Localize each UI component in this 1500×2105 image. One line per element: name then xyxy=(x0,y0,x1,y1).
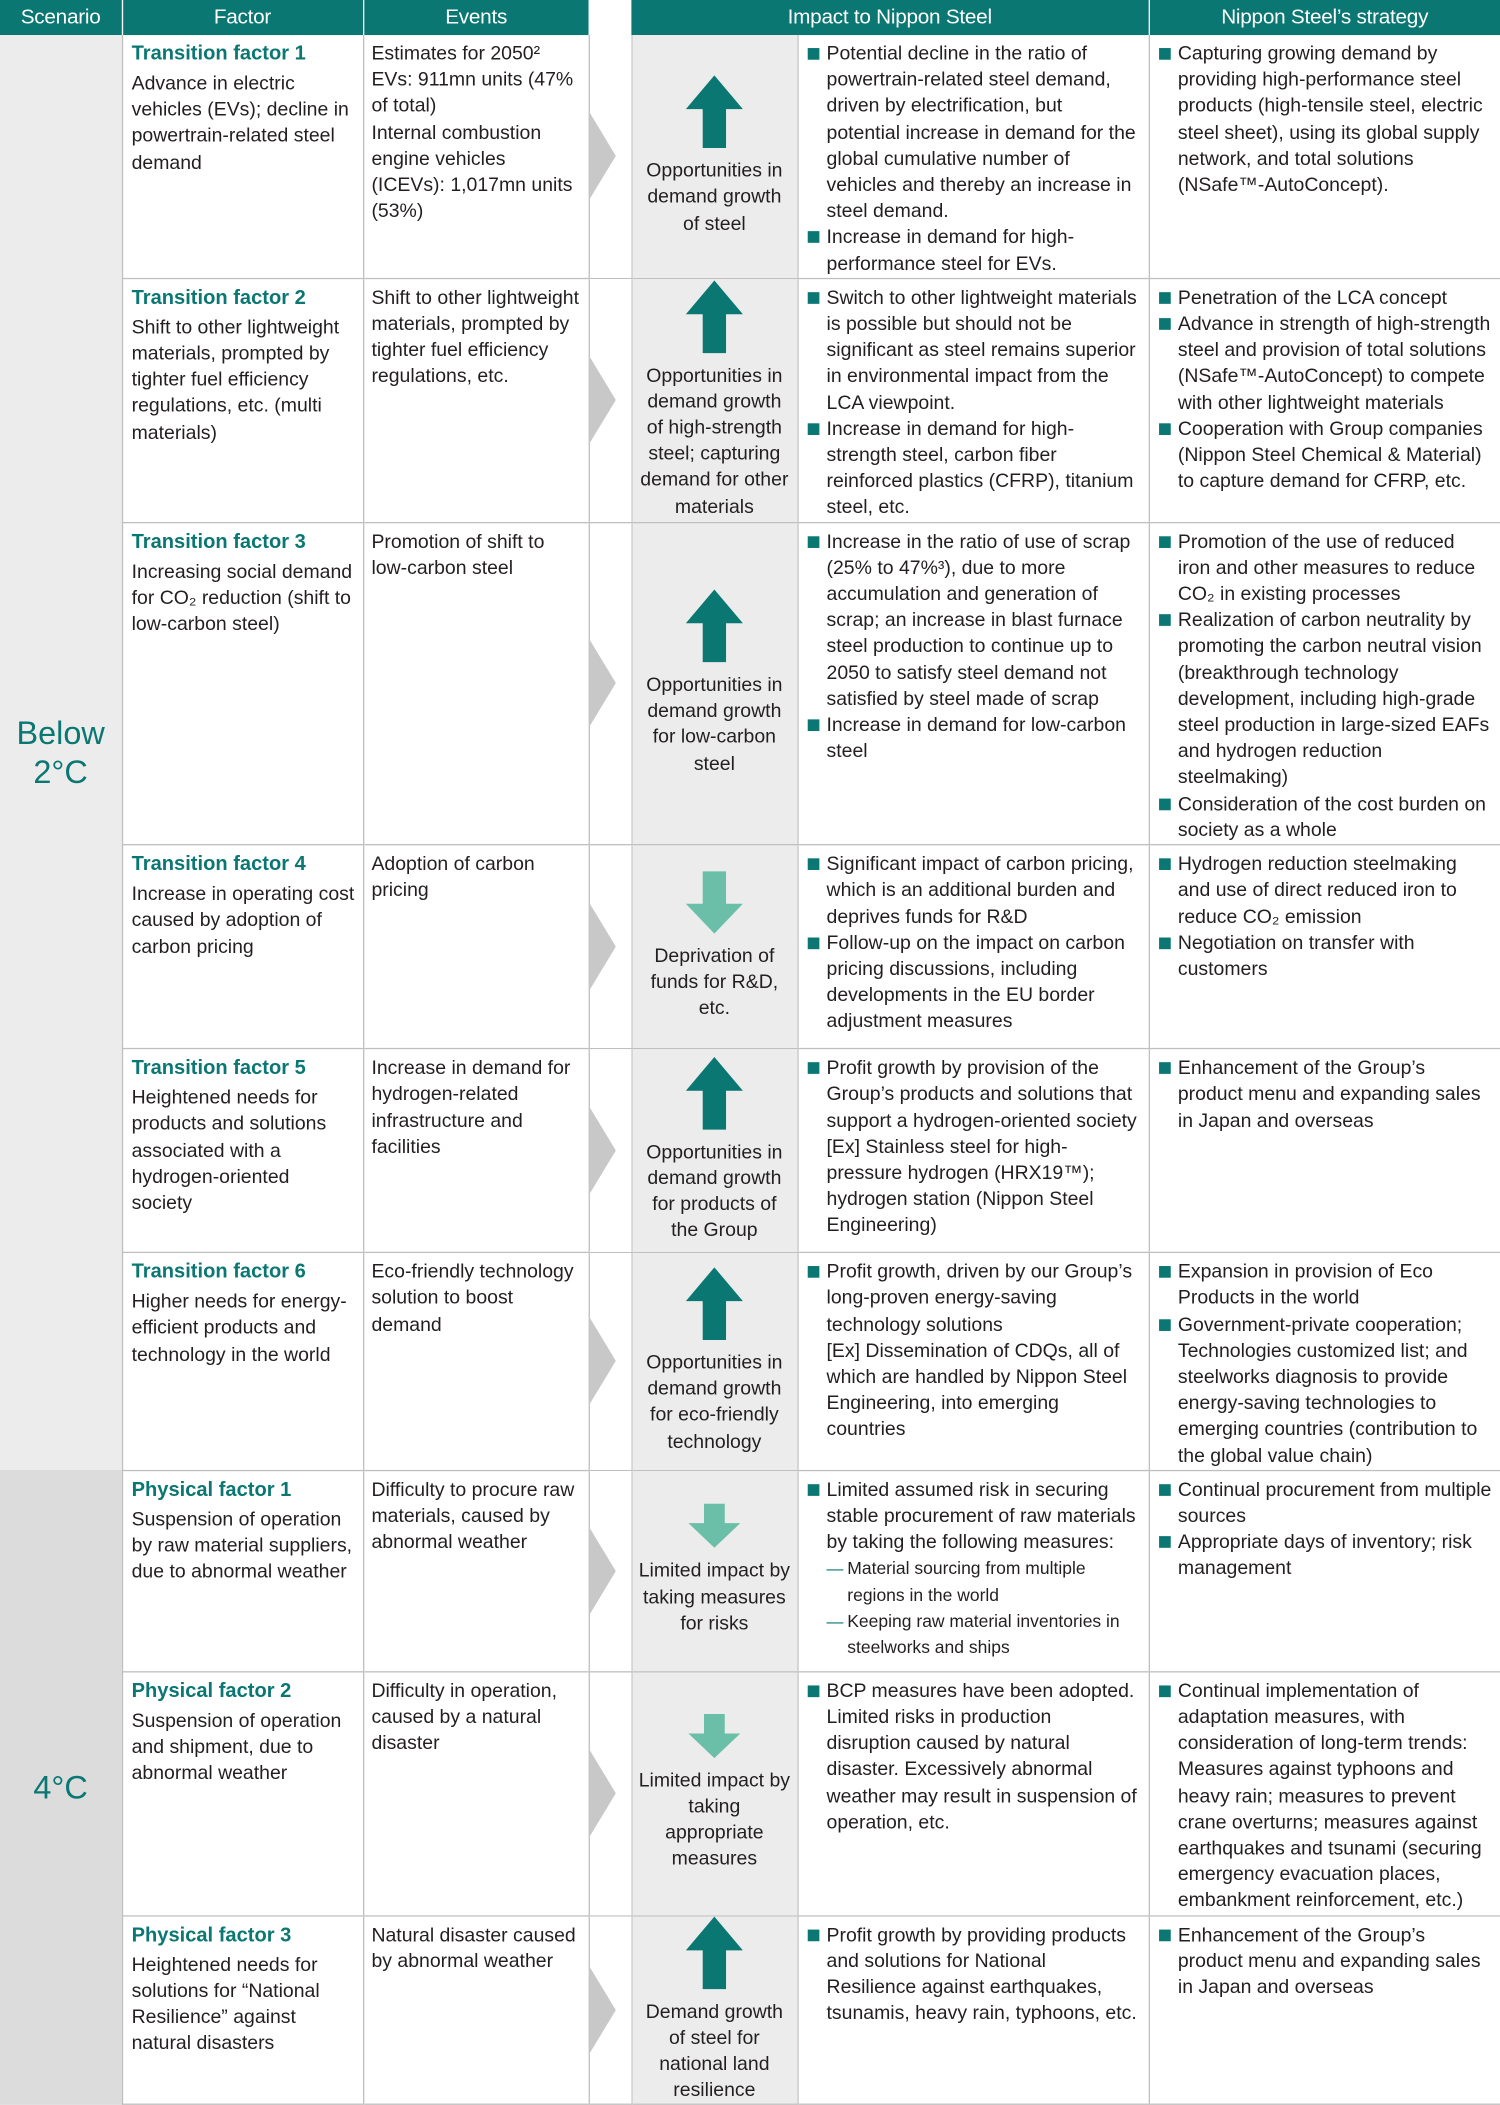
impact-sub-item: — Material sourcing from multiple regions in the world xyxy=(827,1556,1141,1608)
impact-item: Potential decline in the ratio of powertrain-related steel demand, driven by electrification, but potential increase in demand for the global cumulative number of vehicles and thereby an increase in steel demand. xyxy=(806,42,1140,226)
strategy-item: Hydrogen reduction steelmaking and use of direct reduced iron to reduce CO₂ emission xyxy=(1157,852,1492,931)
impact-visual-cell xyxy=(631,1671,797,1915)
table-row xyxy=(0,1915,1500,2104)
chevron-right-icon xyxy=(589,1751,615,1837)
impact-summary-label: Limited impact by taking appropriate measures xyxy=(638,1769,791,1871)
table-row xyxy=(0,1470,1500,1671)
impact-cell xyxy=(797,35,1148,278)
arrow-gap-cell xyxy=(589,1671,632,1915)
impact-visual xyxy=(632,1916,797,2104)
impact-summary-label: Limited impact by taking measures for risks xyxy=(638,1560,791,1635)
strategy-item: Enhancement of the Group’s product menu and expanding sales in Japan and overseas xyxy=(1157,1056,1492,1135)
event-text: Eco-friendly technology solution to boost demand xyxy=(371,1260,574,1336)
events-cell xyxy=(363,278,589,522)
small-down-arrow-icon xyxy=(688,1714,740,1758)
arrow-gap-cell xyxy=(589,35,632,278)
factor-title: Transition factor 6 xyxy=(131,1260,306,1284)
table-row xyxy=(0,1253,1500,1471)
impact-visual xyxy=(632,589,797,777)
impact-item: Profit growth, driven by our Group’s long-proven energy-saving technology solutions xyxy=(806,1260,1140,1339)
strategy-cell xyxy=(1149,1253,1500,1471)
factor-cell xyxy=(122,522,363,845)
strategy-list xyxy=(1157,852,1492,983)
strategy-item: Consideration of the cost burden on society as a whole xyxy=(1157,792,1492,844)
arrow-gap-cell xyxy=(589,1470,632,1671)
events-cell xyxy=(363,522,589,845)
impact-visual-cell xyxy=(631,1253,797,1471)
up-arrow-icon xyxy=(686,1267,743,1340)
impact-list xyxy=(806,42,1140,278)
impact-summary-label: Opportunities in demand growth for products of the Group xyxy=(646,1140,783,1242)
arrow-gap-cell xyxy=(589,1915,632,2104)
small-down-arrow-icon xyxy=(688,1504,740,1548)
impact-list xyxy=(806,529,1140,765)
strategy-list xyxy=(1157,285,1492,495)
arrow-gap-cell xyxy=(589,1049,632,1253)
strategy-list xyxy=(1157,1056,1492,1135)
impact-item: Follow-up on the impact on carbon pricing discussions, including developments in the EU border adjustment measures xyxy=(806,931,1140,1036)
strategy-cell xyxy=(1149,522,1500,845)
impact-list xyxy=(806,1056,1140,1135)
impact-cell xyxy=(797,1915,1148,2104)
factor-cell xyxy=(122,1049,363,1253)
factor-cell xyxy=(122,1915,363,2104)
impact-visual-cell xyxy=(631,278,797,522)
strategy-list xyxy=(1157,1260,1492,1470)
impact-summary-label: Demand growth of steel for national land resilience xyxy=(645,2000,784,2102)
impact-visual-cell xyxy=(631,35,797,278)
strategy-cell xyxy=(1149,1915,1500,2104)
event-text: Internal combustion engine vehicles (ICEVs): 1,017mn units (53%) xyxy=(371,121,573,223)
impact-list xyxy=(806,852,1140,1036)
events-cell xyxy=(363,845,589,1049)
scenario-label: 4°C xyxy=(33,1769,88,1806)
impact-summary-label: Deprivation of funds for R&D, etc. xyxy=(650,945,779,1020)
up-arrow-icon xyxy=(686,589,743,662)
strategy-cell xyxy=(1149,1470,1500,1671)
chevron-right-icon xyxy=(589,641,615,727)
up-arrow-icon xyxy=(686,280,743,353)
impact-example: [Ex] Dissemination of CDQs, all of which are handled by Nippon Steel Engineering, into emerging countries xyxy=(826,1339,1128,1441)
scenario-label: 2°C xyxy=(33,753,88,791)
strategy-item: Continual procurement from multiple sources xyxy=(1157,1477,1492,1529)
factor-cell xyxy=(122,1671,363,1915)
strategy-cell xyxy=(1149,1671,1500,1915)
factor-title: Physical factor 1 xyxy=(131,1478,292,1501)
strategy-item: Negotiation on transfer with customers xyxy=(1157,931,1492,983)
header-impact: Impact to Nippon Steel xyxy=(631,0,1148,35)
impact-visual xyxy=(632,1714,797,1873)
strategy-item: Realization of carbon neutrality by promoting the carbon neutral vision (breakthrough technology development, including high-grade steel production in large-sized EAFs and hydrogen reduction steelmaking) xyxy=(1157,608,1492,792)
strategy-item: Government-private cooperation; Technologies customized list; and steelworks diagnosis to provide energy-saving technologies to emerging countries (contribution to the global value chain) xyxy=(1157,1312,1492,1469)
impact-visual-cell xyxy=(631,1049,797,1253)
events-cell xyxy=(363,1915,589,2104)
header-gap xyxy=(589,0,632,35)
strategy-cell xyxy=(1149,845,1500,1049)
chevron-right-icon xyxy=(589,1319,615,1405)
impact-visual xyxy=(632,871,797,1022)
scenario-cell-below-2c xyxy=(0,35,122,1470)
arrow-gap-cell xyxy=(589,1253,632,1471)
factor-title: Transition factor 2 xyxy=(131,286,306,309)
impact-item: BCP measures have been adopted. Limited risks in production disruption caused by natural disaster. Excessively abnormal weather may result in suspension of operation, etc. xyxy=(806,1679,1140,1836)
impact-item: Increase in the ratio of use of scrap (25% to 47%³), due to more accumulation and generation of scrap; an increase in blast furnace steel production to continue up to 2050 to satisfy steel demand not satisfied by steel made of scrap xyxy=(806,529,1140,713)
impact-visual xyxy=(632,75,797,237)
impact-list xyxy=(806,285,1140,521)
strategy-cell xyxy=(1149,278,1500,522)
factor-description: Increase in operating cost caused by adoption of carbon pricing xyxy=(131,883,355,958)
impact-list xyxy=(806,1679,1140,1836)
header-scenario: Scenario xyxy=(0,0,122,35)
impact-visual xyxy=(632,280,797,521)
table-row xyxy=(0,845,1500,1049)
impact-summary-label: Opportunities in demand growth of steel xyxy=(646,159,783,235)
chevron-right-icon xyxy=(589,1528,615,1614)
strategy-list xyxy=(1157,1679,1492,1915)
strategy-cell xyxy=(1149,35,1500,278)
impact-cell xyxy=(797,522,1148,845)
impact-cell xyxy=(797,1671,1148,1915)
factor-description: Advance in electric vehicles (EVs); decline in powertrain-related steel demand xyxy=(131,72,349,174)
event-text: Difficulty to procure raw materials, caused by abnormal weather xyxy=(371,1478,575,1554)
header-row xyxy=(0,0,1500,35)
strategy-list xyxy=(1157,529,1492,844)
impact-list xyxy=(806,1477,1140,1556)
impact-item: Increase in demand for low-carbon steel xyxy=(806,713,1140,765)
chevron-right-icon xyxy=(589,113,615,199)
impact-visual xyxy=(632,1267,797,1455)
strategy-item: Capturing growing demand by providing high-performance steel products (high-tensile steel, electric steel sheet), using its global supply network, and total solutions (NSafe™-AutoConcept). xyxy=(1157,42,1492,199)
arrow-gap-cell xyxy=(589,522,632,845)
events-cell xyxy=(363,1470,589,1671)
chevron-right-icon xyxy=(589,1108,615,1194)
impact-list xyxy=(806,1260,1140,1339)
impact-visual-cell xyxy=(631,845,797,1049)
factor-title: Transition factor 4 xyxy=(131,853,306,876)
factor-cell xyxy=(122,35,363,278)
arrow-gap-cell xyxy=(589,278,632,522)
events-cell xyxy=(363,1253,589,1471)
strategy-item: Penetration of the LCA concept xyxy=(1157,285,1492,311)
strategy-list xyxy=(1157,1477,1492,1582)
event-text: EVs: 911mn units (47% of total) xyxy=(371,69,574,118)
table-row xyxy=(0,522,1500,845)
factor-description: Increasing social demand for CO₂ reduction (shift to low-carbon steel) xyxy=(131,560,353,636)
factor-description: Heightened needs for products and solutions associated with a hydrogen-oriented society xyxy=(131,1086,327,1214)
impact-visual xyxy=(632,1057,797,1245)
impact-item: Profit growth by providing products and solutions for National Resilience against earthquakes, tsunamis, heavy rain, typhoons, etc. xyxy=(806,1922,1140,2027)
strategy-item: Cooperation with Group companies (Nippon Steel Chemical & Material) to capture demand for CFRP, etc. xyxy=(1157,417,1492,496)
events-cell xyxy=(363,1049,589,1253)
scenario-label: Below xyxy=(16,714,105,752)
impact-cell xyxy=(797,278,1148,522)
header-events: Events xyxy=(363,0,589,35)
event-text: Adoption of carbon pricing xyxy=(371,853,535,902)
up-arrow-icon xyxy=(686,1057,743,1130)
impact-item: Switch to other lightweight materials is possible but should not be significant as steel remains superior in environmental impact from the LCA viewpoint. xyxy=(806,285,1140,416)
impact-summary-label: Opportunities in demand growth of high-strength steel; capturing demand for other materials xyxy=(640,364,789,518)
table-row xyxy=(0,278,1500,522)
impact-sub-item: — Keeping raw material inventories in steelworks and ships xyxy=(827,1608,1141,1660)
up-arrow-icon xyxy=(686,75,743,148)
factor-description: Shift to other lightweight materials, prompted by tighter fuel efficiency regulations, etc. (multi materials) xyxy=(131,316,340,444)
impact-visual xyxy=(632,1504,797,1637)
event-text: Estimates for 2050² xyxy=(371,42,541,65)
strategy-list xyxy=(1157,1922,1492,2001)
impact-cell xyxy=(797,845,1148,1049)
factor-cell xyxy=(122,1253,363,1471)
factor-description: Suspension of operation and shipment, due to abnormal weather xyxy=(131,1709,342,1785)
factor-cell xyxy=(122,1470,363,1671)
events-cell xyxy=(363,1671,589,1915)
event-text: Shift to other lightweight materials, prompted by tighter fuel efficiency regulations, etc. xyxy=(371,286,580,388)
strategy-list xyxy=(1157,42,1492,199)
table-row xyxy=(0,1671,1500,1915)
factor-title: Physical factor 2 xyxy=(131,1679,292,1702)
strategy-item: Expansion in provision of Eco Products in the world xyxy=(1157,1260,1492,1312)
up-arrow-icon xyxy=(686,1916,743,1989)
event-text: Promotion of shift to low-carbon steel xyxy=(371,530,545,579)
factor-title: Transition factor 1 xyxy=(131,42,306,65)
impact-item: Limited assumed risk in securing stable procurement of raw materials by taking the following measures: xyxy=(806,1477,1140,1556)
factor-description: Higher needs for energy-efficient products and technology in the world xyxy=(131,1290,347,1366)
header-factor: Factor xyxy=(122,0,363,35)
header-strategy: Nippon Steel’s strategy xyxy=(1149,0,1500,35)
strategy-item: Enhancement of the Group’s product menu and expanding sales in Japan and overseas xyxy=(1157,1922,1492,2001)
impact-cell xyxy=(797,1049,1148,1253)
factor-description: Suspension of operation by raw material suppliers, due to abnormal weather xyxy=(131,1508,353,1584)
chevron-right-icon xyxy=(589,904,615,990)
factor-cell xyxy=(122,845,363,1049)
impact-item: Profit growth by provision of the Group’s products and solutions that support a hydrogen-oriented society xyxy=(806,1056,1140,1135)
table-row xyxy=(0,1049,1500,1253)
factor-cell xyxy=(122,278,363,522)
strategy-cell xyxy=(1149,1049,1500,1253)
impact-example: [Ex] Stainless steel for high-pressure hydrogen (HRX19™); hydrogen station (Nippon Steel Engineering) xyxy=(826,1135,1095,1237)
strategy-item: Advance in strength of high-strength steel and provision of total solutions (NSafe™-AutoConcept) to compete with other lightweight materials xyxy=(1157,312,1492,417)
strategy-item: Continual implementation of adaptation measures, with consideration of long-term trends: Measures against typhoons and heavy rain; measures to prevent crane overturns; measures against earthquakes and tsunami (securing emergency evacuation places, embankment reinforcement, etc.) xyxy=(1157,1679,1492,1915)
scenario-cell-4c xyxy=(0,1470,122,2104)
strategy-item: Appropriate days of inventory; risk management xyxy=(1157,1530,1492,1582)
factor-title: Transition factor 3 xyxy=(131,530,306,553)
factor-title: Physical factor 3 xyxy=(131,1923,292,1946)
impact-visual-cell xyxy=(631,522,797,845)
event-text: Difficulty in operation, caused by a natural disaster xyxy=(371,1679,558,1755)
impact-visual-cell xyxy=(631,1915,797,2104)
impact-summary-label: Opportunities in demand growth for eco-friendly technology xyxy=(646,1351,783,1453)
factor-title: Transition factor 5 xyxy=(131,1057,306,1080)
event-text: Natural disaster caused by abnormal weather xyxy=(371,1923,576,1973)
down-arrow-icon xyxy=(686,871,743,933)
events-cell xyxy=(363,35,589,278)
factor-description: Heightened needs for solutions for “National Resilience” against natural disasters xyxy=(131,1953,320,2055)
event-text: Increase in demand for hydrogen-related infrastructure and facilities xyxy=(371,1057,571,1158)
arrow-gap-cell xyxy=(589,845,632,1049)
impact-item: Increase in demand for high-strength steel, carbon fiber reinforced plastics (CFRP), titanium steel, etc. xyxy=(806,417,1140,522)
chevron-right-icon xyxy=(589,1967,615,2053)
impact-list xyxy=(806,1922,1140,2027)
chevron-right-icon xyxy=(589,357,615,443)
impact-cell xyxy=(797,1253,1148,1471)
table-row xyxy=(0,35,1500,278)
impact-item: Significant impact of carbon pricing, which is an additional burden and deprives funds for R&D xyxy=(806,852,1140,931)
impact-sub-list xyxy=(806,1556,1140,1661)
impact-visual-cell xyxy=(631,1470,797,1671)
impact-summary-label: Opportunities in demand growth for low-carbon steel xyxy=(646,673,783,775)
impact-cell xyxy=(797,1470,1148,1671)
strategy-item: Promotion of the use of reduced iron and other measures to reduce CO₂ in existing processes xyxy=(1157,529,1492,608)
impact-item: Increase in demand for high-performance steel for EVs. xyxy=(806,225,1140,277)
